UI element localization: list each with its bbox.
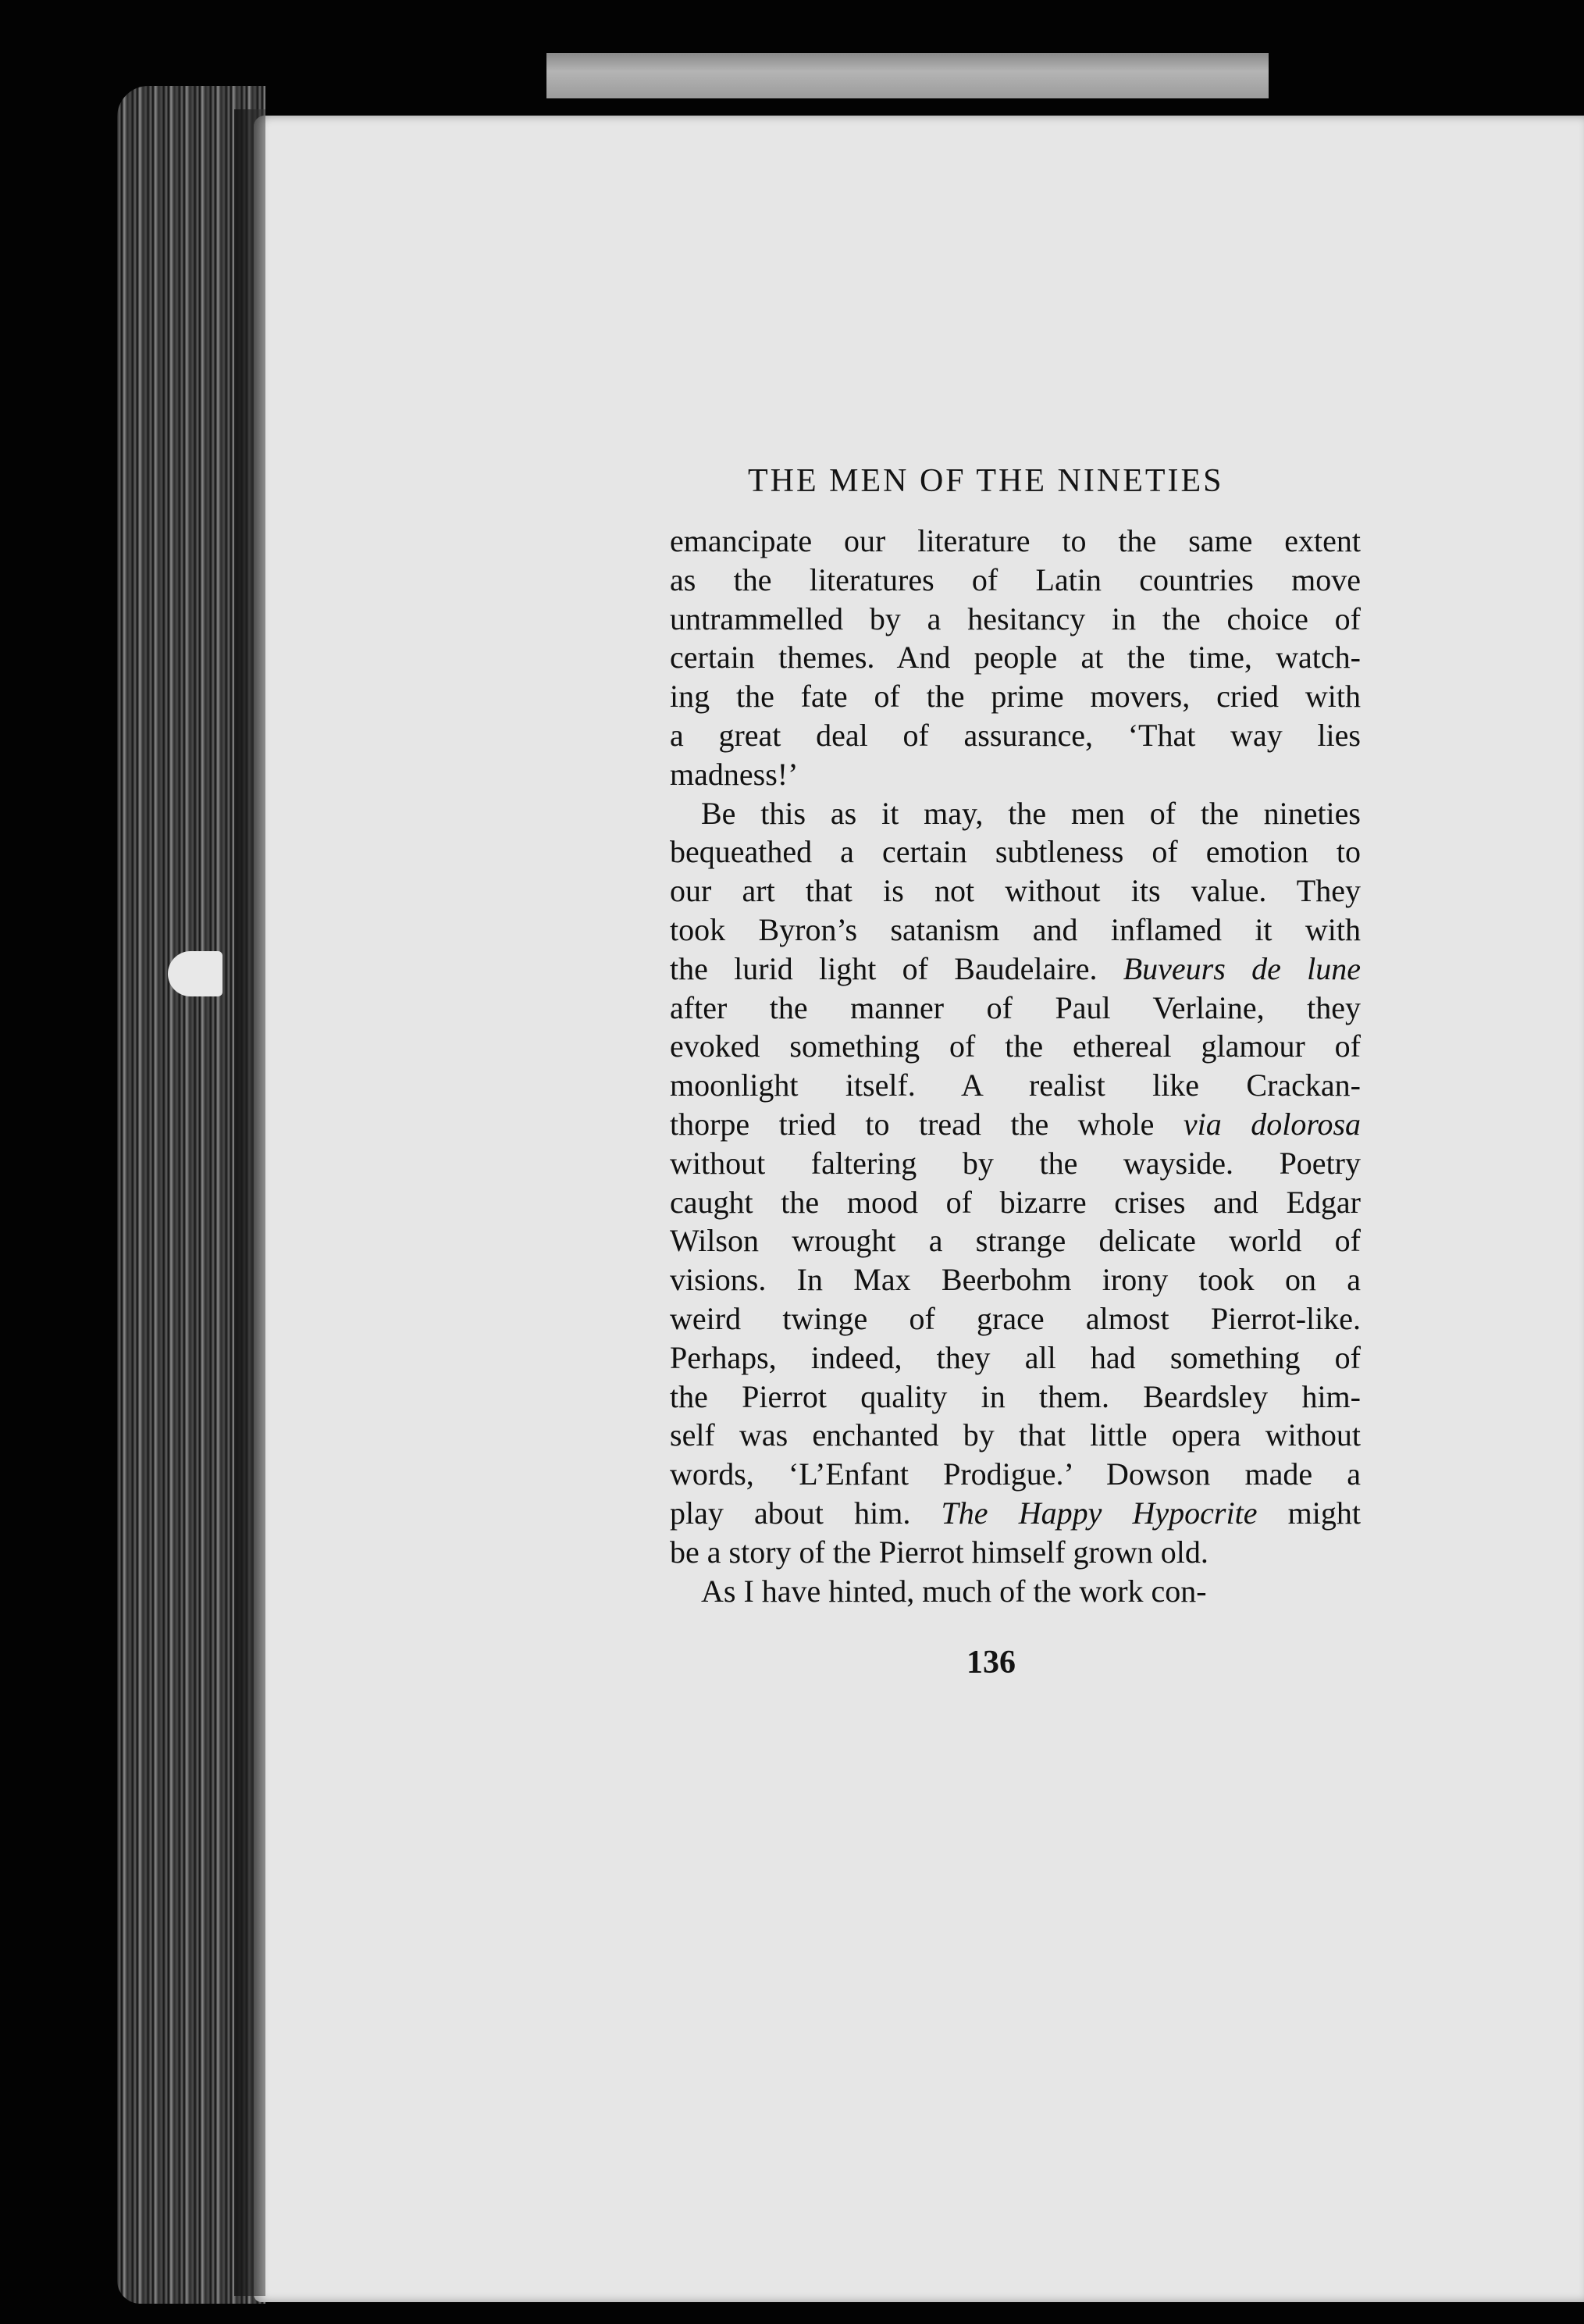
text-line [670, 950, 1361, 989]
top-paper-strip [546, 53, 1269, 98]
text-line: madness!’ [670, 756, 799, 792]
text-line: as the literatures of Latin countries move [670, 561, 1361, 597]
running-head: THE MEN OF THE NINETIES [748, 463, 1224, 499]
text-line: untrammelled by a hesitancy in the choice of [670, 601, 1361, 636]
text-line: after the manner of Paul Verlaine, they [670, 989, 1361, 1025]
body-text [670, 522, 1361, 1610]
text-line: As I have hinted, much of the work con- [701, 1573, 1207, 1609]
text-line: ing the fate of the prime movers, cried with [670, 679, 1361, 715]
text-line: caught the mood of bizarre crises and Edgar [670, 1184, 1361, 1220]
italic-phrase: Buveurs de lune [1123, 950, 1361, 986]
text-line: moonlight itself. A realist like Crackan- [670, 1068, 1361, 1103]
italic-phrase: The Happy Hypocrite [941, 1495, 1258, 1531]
text-line: be a story of the Pierrot himself grown old. [670, 1534, 1208, 1570]
text-line: our art that is not without its value. They [670, 873, 1361, 909]
text-line [670, 1105, 1361, 1144]
text-segment: thorpe tried to tread the whole [670, 1106, 1155, 1142]
text-line: the Pierrot quality in them. Beardsley him- [670, 1378, 1361, 1414]
page-number: 136 [966, 1645, 1016, 1681]
text-line: visions. In Max Beerbohm irony took on a [670, 1262, 1361, 1298]
text-line: weird twinge of grace almost Pierrot-like. [670, 1300, 1361, 1336]
text-line: self was enchanted by that little opera without [670, 1417, 1361, 1453]
italic-phrase: via dolorosa [1183, 1106, 1362, 1142]
text-segment: play about him. [670, 1495, 911, 1531]
text-line: emancipate our literature to the same extent [670, 523, 1361, 558]
text-line: Be this as it may, the men of the nineties [701, 795, 1361, 831]
text-segment: might [1287, 1495, 1361, 1531]
text-line [670, 1494, 1361, 1533]
text-line: evoked something of the ethereal glamour of [670, 1028, 1361, 1064]
gutter-shadow [234, 109, 265, 2296]
text-line: Perhaps, indeed, they all had something of [670, 1339, 1361, 1375]
text-line: words, ‘L’Enfant Prodigue.’ Dowson made a [670, 1456, 1361, 1492]
text-segment: the lurid light of Baudelaire. [670, 950, 1098, 986]
text-line: Wilson wrought a strange delicate world of [670, 1223, 1361, 1259]
text-line: certain themes. And people at the time, watch- [670, 640, 1361, 675]
text-line: bequeathed a certain subtleness of emotion to [670, 834, 1361, 870]
page-tab-mark [168, 951, 222, 996]
text-line: a great deal of assurance, ‘That way lies [670, 717, 1361, 753]
text-line: without faltering by the wayside. Poetry [670, 1145, 1361, 1181]
text-line: took Byron’s satanism and inflamed it with [670, 911, 1361, 947]
